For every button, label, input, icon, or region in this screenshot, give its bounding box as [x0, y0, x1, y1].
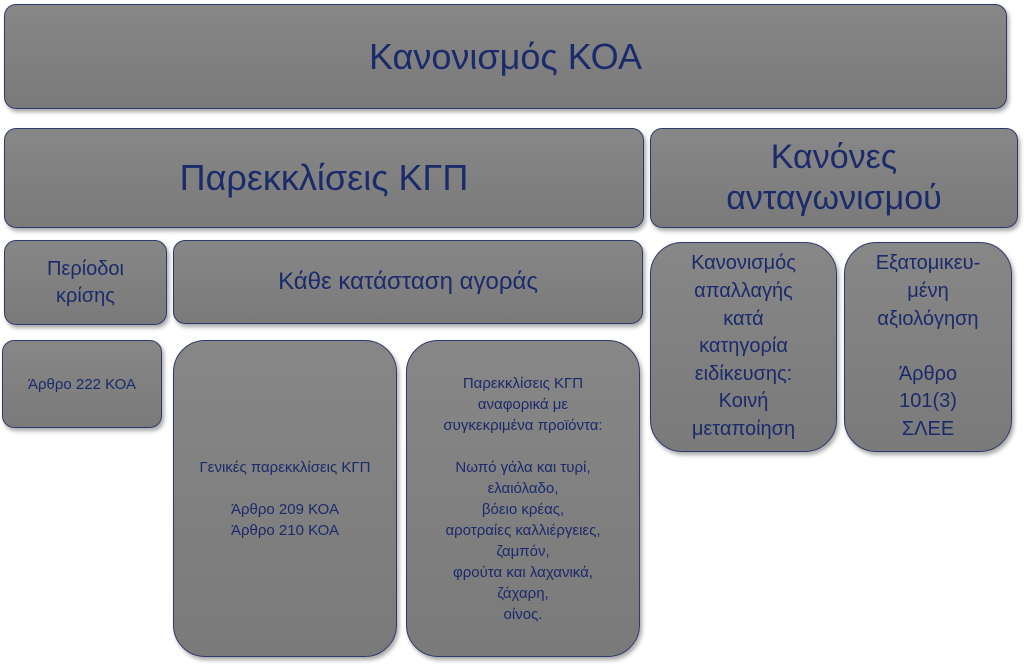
- box-block-exemption-regulation: Κανονισμός απαλλαγής κατά κατηγορία ειδίκευσης: Κοινή μεταποίηση: [650, 242, 837, 452]
- box-individual-assessment: Εξατομικευ- μένη αξιολόγηση Άρθρο 101(3) ΣΛΕΕ: [844, 242, 1012, 452]
- box-any-market-situation: Κάθε κατάσταση αγοράς: [173, 240, 643, 324]
- box-article-222: Άρθρο 222 ΚΟΑ: [2, 340, 162, 428]
- box-product-specific-exceptions: Παρεκκλίσεις ΚΓΠ αναφορικά με συγκεκριμένα προϊόντα: Νωπό γάλα και τυρί, ελαιόλαδο, βόειο κρέας, αροτραίες καλλιέργειες, ζαμπόν, φρούτα και λαχανικά, ζάχαρη, οίνος.: [406, 340, 640, 657]
- box-crisis-periods: Περίοδοι κρίσης: [4, 240, 167, 325]
- box-competition-rules: Κανόνες ανταγωνισμού: [650, 128, 1018, 228]
- box-koa-regulation: Κανονισμός ΚΟΑ: [4, 4, 1007, 109]
- box-general-cap-exceptions: Γενικές παρεκκλίσεις ΚΓΠ Άρθρο 209 ΚΟΑ Άρθρο 210 ΚΟΑ: [173, 340, 397, 657]
- box-cap-exceptions: Παρεκκλίσεις ΚΓΠ: [4, 128, 644, 228]
